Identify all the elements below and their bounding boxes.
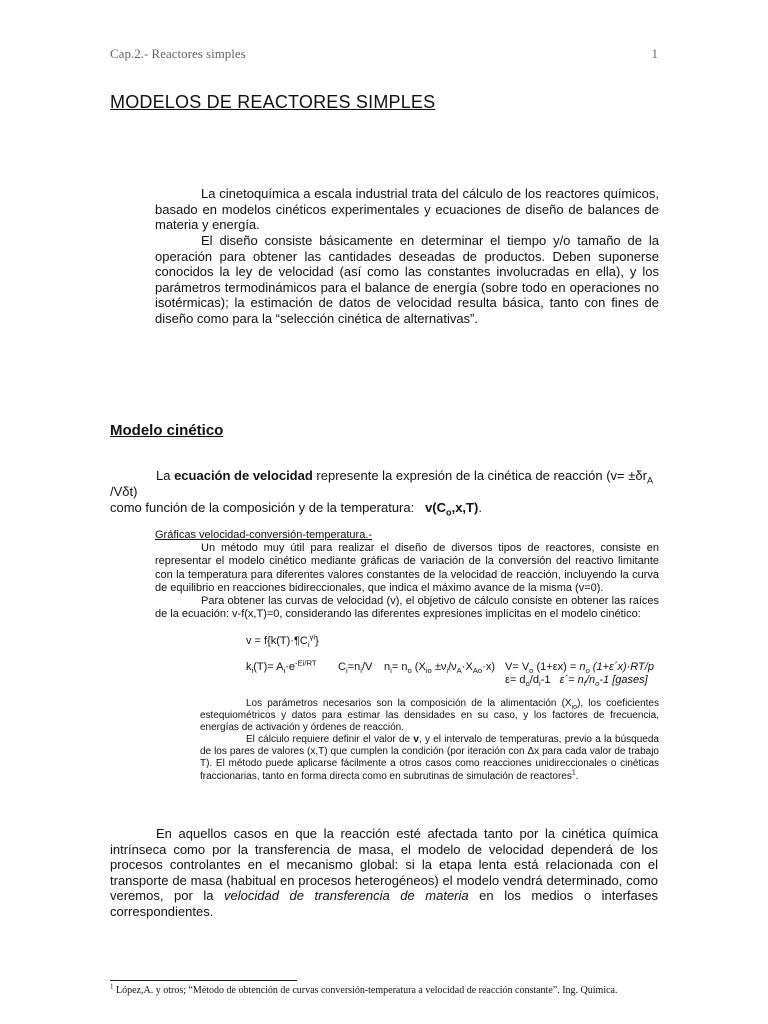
intro-paragraph-2: El diseño consiste básicamente en determinar el tiempo y/o tamaño de la operación para obtener las cantidades deseadas de productos. Deben suponerse conocidos la ley de velocidad (así como las constantes involucradas en ella), y los parámetros termodinámicos para el balance de energía (sobre todo en operaciones no isotérmicas); la estimación de datos de velocidad resulta básica, tanto con fines de diseño como para la “selección cinética de alternativas”.: [155, 233, 659, 326]
ecuacion-line-1: La ecuación de velocidad represente la expresión de la cinética de reacción ($v= \pm\delta r_A$ /Vδt): [110, 468, 654, 499]
graficas-paragraph-1: Un método muy útil para realizar el diseño de diversos tipos de reactores, consiste en representar el modelo cinético mediante gráficas de variación de la conversión del reactivo limitante con la temperatura para diferentes valores constantes de la velocidad de reacción, incluyendo la curva de equilibrio en reacciones bidireccionales, que indica el máximo avance de la misma (v=0).: [155, 542, 659, 594]
notes-paragraph-1: Los parámetros necesarios son la composición de la alimentación $(X_{io})$, los coeficientes estequiométricos y datos para estimar las densidades en su caso, y los factores de frecuencia, energías de activación y órdenes de reacción.: [200, 698, 659, 734]
footnote-reference: 1: [571, 769, 576, 777]
ecuacion-velocidad-paragraph: [110, 468, 658, 516]
ecuacion-line-2: como función de la composición y de la temperatura: $v(C_o,x,T)$.: [110, 500, 482, 518]
velocity-expression: $v(C_o,x,T)$: [425, 500, 479, 518]
notes-section: [200, 698, 659, 783]
footnote-text: López,A. y otros; “Método de obtención de curvas conversión-temperatura a velocidad de reacción constante”. Ing. Química.: [113, 985, 618, 996]
transfer-italic-term: velocidad de transferencia de materia: [224, 888, 469, 904]
notes-paragraph-2: El cálculo requiere definir el valor de v, y el intervalo de temperaturas, previo a la búsqueda de los pares de valores (x,T) que cumplen la condición (por iteración con Δx para cada valor de trabajo T). El método puede aplicarse fácilmente a otros casos como reacciones unidireccionales o cinéticas fraccionarias, tanto en forma directa como en subrutinas de simulación de reactores$^1$.: [200, 734, 659, 782]
formula-k: $k_i(T)= A_i\cdot e^{-Ei/RT}$: [246, 658, 317, 676]
formula-ci: $C_i=n_i/V$: [338, 661, 373, 676]
footnote: [110, 982, 670, 996]
graficas-section: [155, 529, 659, 621]
page-number: 1: [651, 46, 658, 61]
graficas-paragraph-2: Para obtener las curvas de velocidad (v), el objetivo de cálculo consiste en obtener las raíces de la ecuación: v-f(x,T)=0, considerando las diferentes expresiones implícitas en el modelo cinético:: [155, 595, 659, 621]
graficas-title: Gráficas velocidad-conversión-temperatura.-: [155, 529, 373, 541]
ecuacion-bold-term: ecuación de velocidad: [174, 468, 313, 483]
formula-volume: $V= V_o$ $(1+\varepsilon x) = n_o$ (1+ε´x)·RT/p: [505, 661, 654, 676]
footnote-divider: [110, 980, 297, 981]
page-title: MODELOS DE REACTORES SIMPLES: [110, 92, 436, 112]
section-heading-modelo-cinetico: Modelo cinético: [110, 422, 224, 439]
running-header: [110, 46, 658, 62]
formula-ni: $n_i= n_o$ $(X_{io} \pm\nu_i/\nu_A\cdot X_{Ao}\cdot x)$: [384, 661, 496, 676]
formula-v: $v = f\{k(T)\cdot\P C_i^{\gamma i}\}$: [246, 632, 319, 650]
formula-epsilon: $\varepsilon= d_o/d_i-1$ ε´= $n_f/n_o-1$ [gases]: [505, 674, 648, 689]
intro-paragraph-1: La cinetoquímica a escala industrial trata del cálculo de los reactores químicos, basado en modelos cinéticos experimentales y ecuaciones de diseño de balances de materia y energía.: [155, 186, 659, 233]
transfer-paragraph: En aquellos casos en que la reacción esté afectada tanto por la cinética química intrínseca como por la transferencia de masa, el modelo de velocidad dependerá de los procesos controlantes en el mecanismo global: si la etapa lenta está relacionada con el transporte de masa (habitual en procesos heterogéneos) el modelo vendrá determinado, como veremos, por la velocidad de transferencia de materia en los medios o interfases correspondientes.: [110, 826, 658, 919]
footnote-marker: 1: [110, 982, 114, 991]
running-title: Cap.2.- Reactores simples: [110, 46, 246, 61]
